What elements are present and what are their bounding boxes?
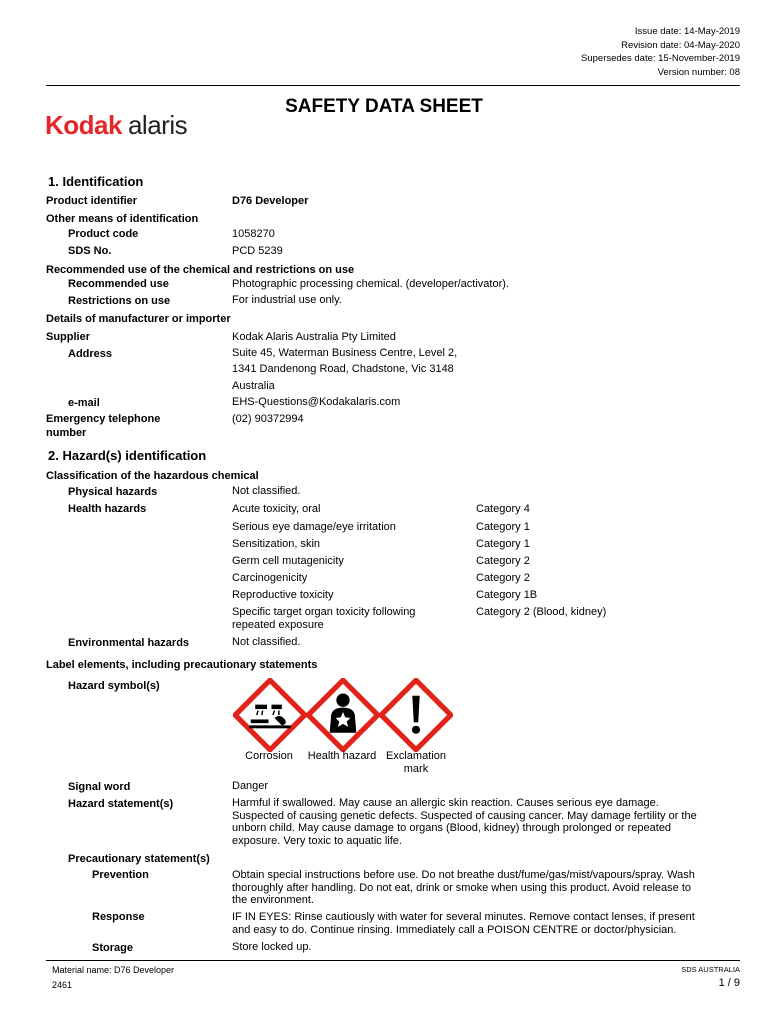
health-hazard-name: Specific target organ toxicity following [232, 606, 416, 618]
restrictions-label: Restrictions on use [68, 295, 171, 307]
pictogram-label: Corrosion [245, 750, 293, 762]
emergency-label-line1: Emergency telephone [46, 413, 161, 425]
health-hazard-name: Reproductive toxicity [232, 589, 334, 601]
product-identifier-value: D76 Developer [232, 195, 309, 207]
supplier-label: Supplier [46, 331, 91, 343]
supersedes-date: Supersedes date: 15-November-2019 [581, 53, 740, 65]
hazard-symbols-label: Hazard symbol(s) [68, 680, 160, 692]
sds-no-value: PCD 5239 [232, 245, 283, 257]
emergency-value: (02) 90372994 [232, 413, 304, 425]
health-hazard-name: Acute toxicity, oral [232, 503, 321, 515]
revision-date: Revision date: 04-May-2020 [621, 39, 740, 51]
footer-doc-number: 2461 [52, 980, 73, 990]
health-hazards-label: Health hazards [68, 503, 147, 515]
product-code-value: 1058270 [232, 228, 275, 240]
section-2-heading: 2. Hazard(s) identification [48, 448, 207, 463]
response-label: Response [92, 911, 145, 923]
storage-label: Storage [92, 942, 133, 954]
restrictions-value: For industrial use only. [232, 294, 342, 306]
address-line-2: 1341 Dandenong Road, Chadstone, Vic 3148 [232, 363, 454, 375]
emergency-label-line2: number [46, 427, 87, 439]
storage-value: Store locked up. [232, 941, 312, 953]
other-means-label: Other means of identification [46, 213, 199, 225]
signal-word-label: Signal word [68, 781, 131, 793]
footer-divider [46, 960, 740, 961]
health-hazard-category: Category 4 [476, 503, 530, 515]
logo-sub: alaris [127, 110, 188, 140]
recommended-use-label: Recommended use [68, 278, 169, 290]
footer-page-number: 1 / 9 [718, 977, 740, 989]
prevention-text: Obtain special instructions before use. Do not breathe dust/fume/gas/mist/vapours/spray. Wash thoroughly after handling. Do not eat, drink or smoke when using this product. Avoid release to the environment. [232, 869, 695, 907]
supplier-value: Kodak Alaris Australia Pty Limited [232, 331, 396, 343]
email-label: e-mail [68, 397, 100, 409]
health-hazard-category: Category 1 [476, 538, 530, 550]
product-identifier-label: Product identifier [46, 195, 138, 207]
signal-word-value: Danger [232, 780, 269, 792]
hazard-statements-text: Harmful if swallowed. May cause an allergic skin reaction. Causes serious eye damage. Suspected of causing genetic defects. Suspected of causing cancer. May damage fertility or the unborn child. May cause damage to organs (Blood, kidney) through prolonged or repeated exposure. Very toxic to aquatic life. [232, 797, 697, 847]
pictogram-label: Health hazard [307, 750, 377, 762]
recommended-use-value: Photographic processing chemical. (developer/activator). [232, 278, 509, 290]
footer-sds-region: SDS AUSTRALIA [681, 965, 740, 974]
precautionary-label: Precautionary statement(s) [68, 853, 210, 865]
health-hazard-category: Category 2 [476, 572, 530, 584]
environmental-hazards-value: Not classified. [232, 636, 301, 648]
health-hazard-category: Category 1B [476, 589, 538, 601]
manufacturer-heading: Details of manufacturer or importer [46, 313, 231, 325]
health-hazard-name: Carcinogenicity [232, 572, 308, 584]
section-1-heading: 1. Identification [48, 174, 144, 189]
sds-no-label: SDS No. [68, 245, 112, 257]
health-hazard-icon [306, 678, 380, 752]
health-hazard-name: Serious eye damage/eye irritation [232, 521, 396, 533]
pictogram-label: Exclamation mark [386, 750, 446, 775]
health-hazard-category: Category 2 [476, 555, 530, 567]
health-hazard-name: Sensitization, skin [232, 538, 321, 550]
header-divider [46, 85, 740, 86]
physical-hazards-label: Physical hazards [68, 486, 158, 498]
version-number: Version number: 08 [657, 66, 740, 78]
logo-brand: Kodak [45, 110, 122, 140]
classification-heading: Classification of the hazardous chemical [46, 470, 259, 482]
page-title: SAFETY DATA SHEET [285, 96, 483, 117]
exclamation-mark-icon [379, 678, 453, 752]
label-elements-heading: Label elements, including precautionary statements [46, 659, 318, 671]
issue-date: Issue date: 14-May-2019 [634, 26, 740, 37]
health-hazard-category: Category 2 (Blood, kidney) [476, 606, 607, 618]
physical-hazards-value: Not classified. [232, 485, 301, 497]
address-label: Address [68, 348, 113, 360]
response-text: IF IN EYES: Rinse cautiously with water for several minutes. Remove contact lenses, if present and easy to do. Continue rinsing. Immediately call a POISON CENTRE or doctor/physician. [232, 911, 695, 936]
document-meta [581, 25, 740, 79]
health-hazard-category: Category 1 [476, 521, 530, 533]
address-line-3: Australia [232, 380, 275, 392]
address-line-1: Suite 45, Waterman Business Centre, Level 2, [232, 347, 458, 359]
health-hazard-name: Germ cell mutagenicity [232, 555, 344, 567]
product-code-label: Product code [68, 228, 139, 240]
footer-material-name: Material name: D76 Developer [52, 965, 175, 975]
email-value: EHS-Questions@Kodakalaris.com [232, 396, 401, 408]
corrosion-icon [233, 678, 307, 752]
hazard-statements-label: Hazard statement(s) [68, 798, 174, 810]
prevention-label: Prevention [92, 869, 149, 881]
environmental-hazards-label: Environmental hazards [68, 637, 190, 649]
health-hazard-name-cont: repeated exposure [232, 619, 324, 631]
recommended-use-heading: Recommended use of the chemical and restrictions on use [46, 264, 355, 276]
